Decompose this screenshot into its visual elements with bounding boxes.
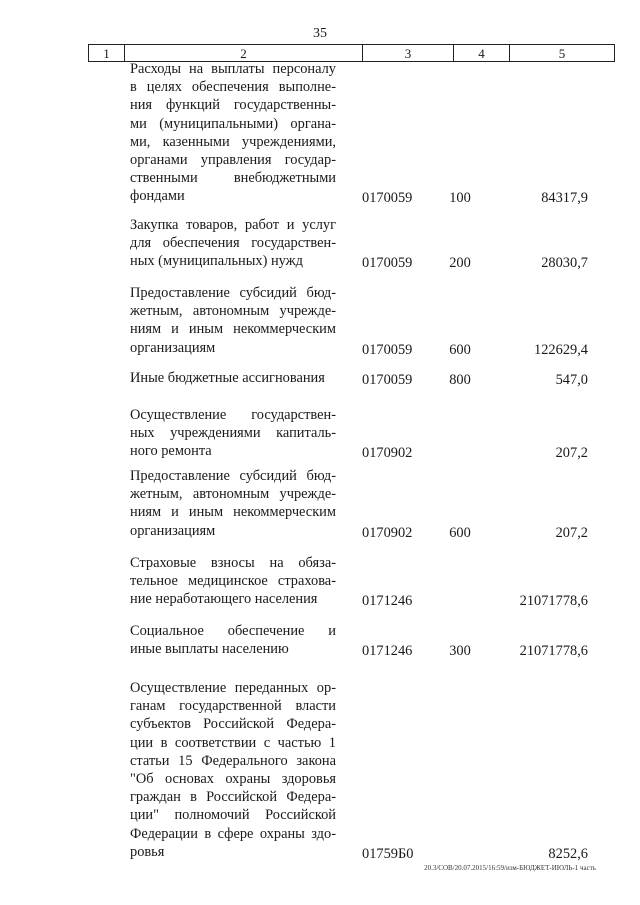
description-line: ми (муниципальными) органа-: [130, 115, 336, 132]
header-col-4: 4: [454, 45, 510, 61]
description-line: ции" полномочий Российской: [130, 807, 336, 824]
description-line: статьи 15 Федерального закона: [130, 752, 336, 769]
row-code: 0171246: [362, 643, 413, 660]
description-line: Закупка товаров, работ и услуг: [130, 217, 336, 233]
description-line: организациям: [130, 339, 216, 356]
description-line: ного ремонта: [130, 443, 212, 460]
row-description: [130, 679, 336, 861]
row-description: [130, 622, 336, 658]
row-expense-type: 200: [449, 255, 471, 272]
description-line: Социальное обеспечение и: [130, 623, 336, 639]
description-line: фондами: [130, 188, 185, 205]
description-line: ных учреждениями капиталь-: [130, 425, 336, 442]
description-line: Иные бюджетные ассигнования: [130, 370, 325, 386]
description-line: органами управления государ-: [130, 152, 336, 169]
header-col-1: 1: [89, 45, 125, 61]
row-amount: 207,2: [555, 524, 588, 541]
row-code: 0171246: [362, 593, 413, 610]
description-line: Предоставление субсидий бюд-: [130, 468, 336, 484]
row-description: [130, 60, 336, 206]
description-line: Страховые взносы на обяза-: [130, 555, 336, 571]
description-line: ния функций государственны-: [130, 97, 336, 114]
row-amount: 21071778,6: [519, 643, 588, 660]
description-line: ственными внебюджетными: [130, 170, 336, 187]
row-description: [130, 216, 336, 271]
row-description: [130, 554, 336, 609]
row-description: [130, 284, 336, 357]
row-code: 0170059: [362, 255, 413, 272]
description-line: жетным, автономным учрежде-: [130, 486, 336, 503]
page-number: 35: [313, 26, 327, 41]
description-line: для обеспечения государствен-: [130, 235, 336, 252]
row-description: [130, 467, 336, 540]
description-line: ми, казенными учреждениями,: [130, 133, 336, 150]
row-code: 01759Б0: [362, 845, 414, 862]
description-line: Осуществление государствен-: [130, 407, 336, 423]
description-line: ниям и иным некоммерческим: [130, 504, 336, 521]
description-line: ных (муниципальных) нужд: [130, 253, 303, 270]
description-line: ции в соответствии с частью 1: [130, 734, 336, 751]
row-expense-type: 600: [449, 341, 471, 358]
row-amount: 207,2: [555, 445, 588, 462]
description-line: организациям: [130, 522, 216, 539]
row-code: 0170902: [362, 445, 413, 462]
row-expense-type: 100: [449, 190, 471, 207]
header-col-3: 3: [363, 45, 454, 61]
description-line: Расходы на выплаты персоналу: [130, 61, 336, 77]
description-line: Федерации в сфере охраны здо-: [130, 825, 336, 842]
description-line: "Об основах охраны здоровья: [130, 771, 336, 788]
description-line: иные выплаты населению: [130, 641, 289, 658]
description-line: тельное медицинское страхова-: [130, 573, 336, 590]
description-line: Предоставление субсидий бюд-: [130, 285, 336, 301]
row-amount: 122629,4: [534, 341, 588, 358]
header-col-5: 5: [558, 46, 566, 61]
row-expense-type: 800: [449, 372, 471, 388]
row-code: 0170902: [362, 524, 413, 541]
description-line: граждан в Российской Федера-: [130, 789, 336, 806]
row-code: 0170059: [362, 190, 413, 207]
description-line: ганам государственной власти: [130, 698, 336, 715]
row-amount: 547,0: [555, 372, 588, 388]
row-amount: 8252,6: [548, 845, 588, 862]
row-description: [130, 369, 336, 387]
description-line: ние неработающего населения: [130, 591, 318, 608]
row-expense-type: 300: [449, 643, 471, 660]
row-amount: 21071778,6: [519, 593, 588, 610]
description-line: жетным, автономным учрежде-: [130, 303, 336, 320]
row-expense-type: 600: [449, 524, 471, 541]
row-amount: 28030,7: [541, 255, 588, 272]
footer-note: 20.3/СОВ/20.07.2015/16:59/изм-БЮДЖЕТ-ИЮЛЬ-1 часть: [424, 864, 596, 872]
description-line: ниям и иным некоммерческим: [130, 321, 336, 338]
row-code: 0170059: [362, 372, 413, 388]
row-code: 0170059: [362, 341, 413, 358]
description-line: в целях обеспечения выполне-: [130, 79, 336, 96]
description-line: субъектов Российской Федера-: [130, 716, 336, 733]
row-amount: 84317,9: [541, 190, 588, 207]
description-line: Осуществление переданных ор-: [130, 680, 336, 696]
description-line: ровья: [130, 843, 165, 860]
header-col-2: 2: [125, 45, 363, 61]
row-description: [130, 406, 336, 461]
